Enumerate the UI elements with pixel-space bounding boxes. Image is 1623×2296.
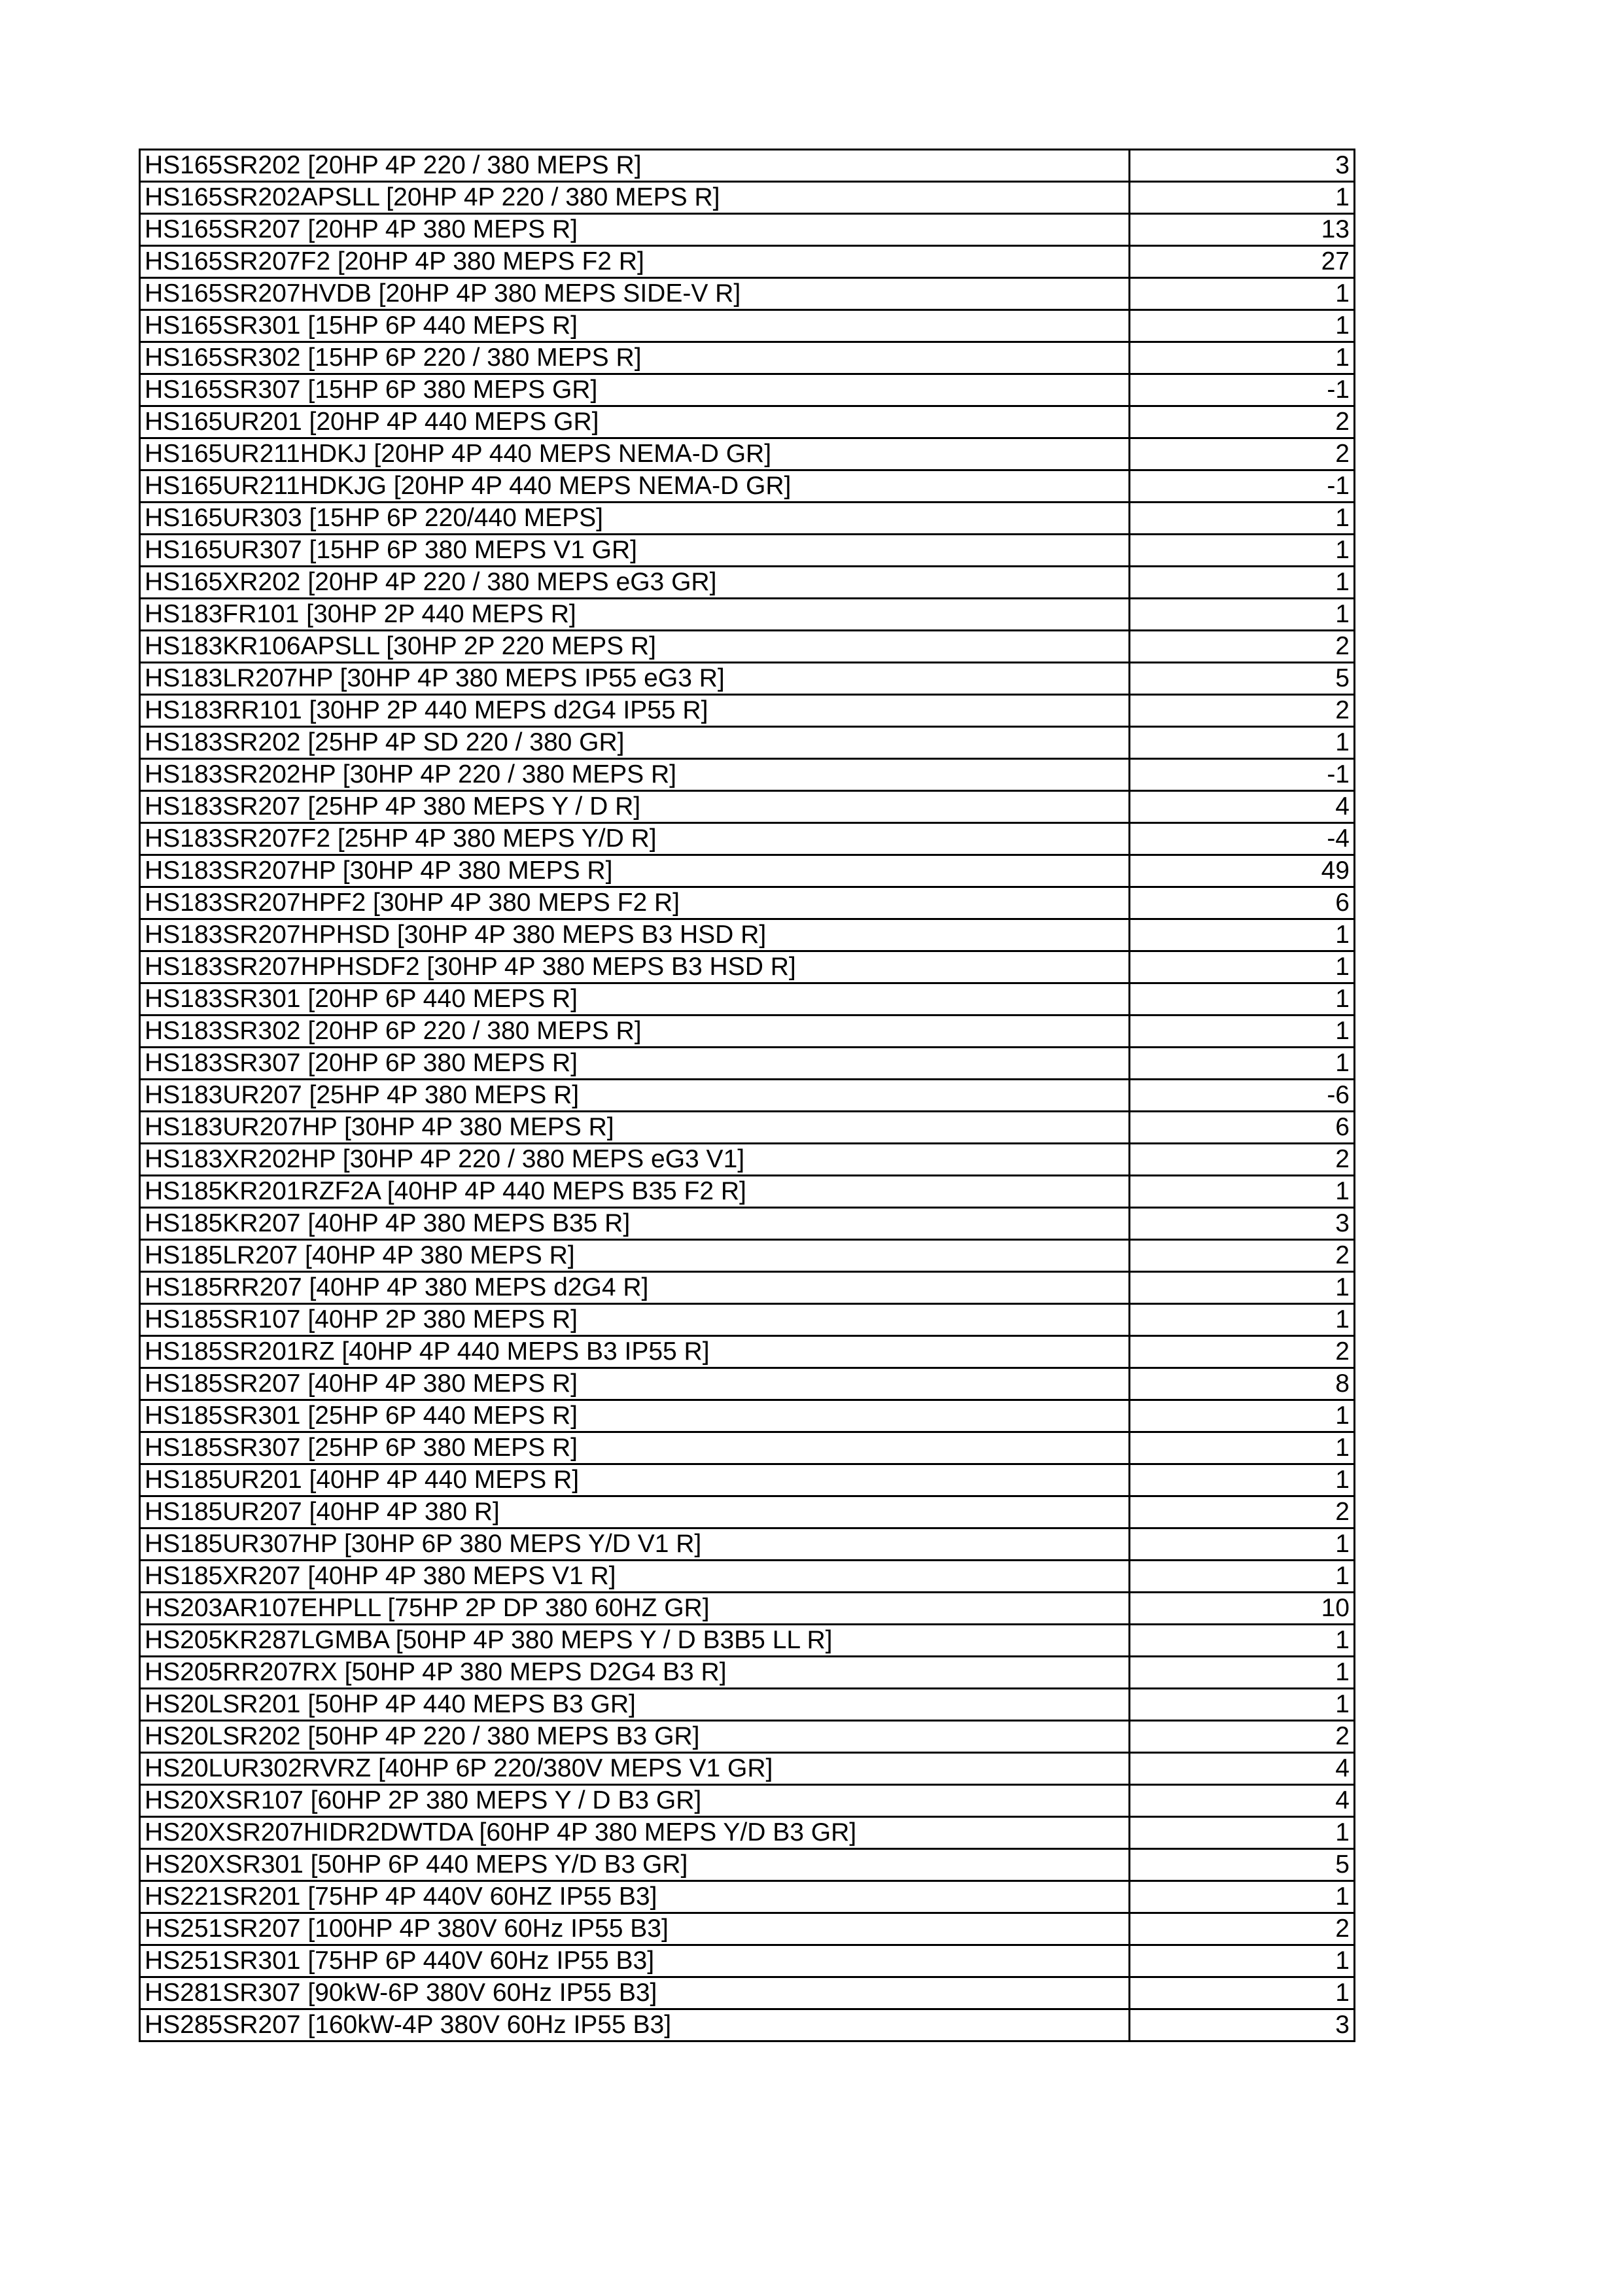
item-description-cell: HS183SR302 [20HP 6P 220 / 380 MEPS R] xyxy=(140,1016,1130,1048)
quantity-cell: 1 xyxy=(1130,535,1355,567)
table-row xyxy=(140,1657,1355,1689)
table-row xyxy=(140,1689,1355,1721)
table-row xyxy=(140,1721,1355,1753)
item-description-cell: HS251SR301 [75HP 6P 440V 60Hz IP55 B3] xyxy=(140,1945,1130,1977)
table-row xyxy=(140,631,1355,663)
quantity-cell: 2 xyxy=(1130,695,1355,727)
table-row xyxy=(140,1176,1355,1208)
quantity-cell: 6 xyxy=(1130,1112,1355,1144)
item-description-cell: HS185KR201RZF2A [40HP 4P 440 MEPS B35 F2 R] xyxy=(140,1176,1130,1208)
quantity-cell: 2 xyxy=(1130,406,1355,438)
quantity-cell: 1 xyxy=(1130,1977,1355,2009)
quantity-cell: -1 xyxy=(1130,374,1355,406)
quantity-cell: 1 xyxy=(1130,567,1355,599)
item-description-cell: HS251SR207 [100HP 4P 380V 60Hz IP55 B3] xyxy=(140,1913,1130,1945)
item-description-cell: HS20XSR207HIDR2DWTDA [60HP 4P 380 MEPS Y/D B3 GR] xyxy=(140,1817,1130,1849)
table-row xyxy=(140,1048,1355,1080)
table-row xyxy=(140,214,1355,246)
table-row xyxy=(140,759,1355,791)
table-row xyxy=(140,823,1355,855)
item-description-cell: HS205KR287LGMBA [50HP 4P 380 MEPS Y / D B3B5 LL R] xyxy=(140,1625,1130,1657)
table-row xyxy=(140,150,1355,182)
quantity-cell: 2 xyxy=(1130,1336,1355,1368)
table-row xyxy=(140,1849,1355,1881)
table-row xyxy=(140,887,1355,919)
item-description-cell: HS183LR207HP [30HP 4P 380 MEPS IP55 eG3 R] xyxy=(140,663,1130,695)
quantity-cell: 1 xyxy=(1130,1625,1355,1657)
table-row xyxy=(140,695,1355,727)
quantity-cell: 2 xyxy=(1130,438,1355,470)
item-description-cell: HS183FR101 [30HP 2P 440 MEPS R] xyxy=(140,599,1130,631)
item-description-cell: HS165XR202 [20HP 4P 220 / 380 MEPS eG3 GR] xyxy=(140,567,1130,599)
quantity-cell: 1 xyxy=(1130,919,1355,951)
quantity-cell: 1 xyxy=(1130,278,1355,310)
table-row xyxy=(140,1080,1355,1112)
table-row xyxy=(140,663,1355,695)
item-description-cell: HS165SR202 [20HP 4P 220 / 380 MEPS R] xyxy=(140,150,1130,182)
item-description-cell: HS183SR207 [25HP 4P 380 MEPS Y / D R] xyxy=(140,791,1130,823)
table-row xyxy=(140,1753,1355,1785)
table-row xyxy=(140,1432,1355,1464)
item-description-cell: HS183RR101 [30HP 2P 440 MEPS d2G4 IP55 R] xyxy=(140,695,1130,727)
item-description-cell: HS165SR207F2 [20HP 4P 380 MEPS F2 R] xyxy=(140,246,1130,278)
table-row xyxy=(140,791,1355,823)
table-row xyxy=(140,406,1355,438)
table-row xyxy=(140,1913,1355,1945)
quantity-cell: 1 xyxy=(1130,1464,1355,1496)
item-description-cell: HS183SR307 [20HP 6P 380 MEPS R] xyxy=(140,1048,1130,1080)
quantity-cell: 1 xyxy=(1130,1272,1355,1304)
quantity-cell: 4 xyxy=(1130,791,1355,823)
quantity-cell: 1 xyxy=(1130,983,1355,1016)
item-description-cell: HS185UR207 [40HP 4P 380 R] xyxy=(140,1496,1130,1528)
table-row xyxy=(140,599,1355,631)
table-row xyxy=(140,1625,1355,1657)
table-row xyxy=(140,951,1355,983)
quantity-cell: -6 xyxy=(1130,1080,1355,1112)
item-description-cell: HS183SR207HP [30HP 4P 380 MEPS R] xyxy=(140,855,1130,887)
item-description-cell: HS285SR207 [160kW-4P 380V 60Hz IP55 B3] xyxy=(140,2009,1130,2041)
table-row xyxy=(140,919,1355,951)
item-description-cell: HS185UR307HP [30HP 6P 380 MEPS Y/D V1 R] xyxy=(140,1528,1130,1561)
table-row xyxy=(140,727,1355,759)
table-row xyxy=(140,1528,1355,1561)
item-description-cell: HS165SR307 [15HP 6P 380 MEPS GR] xyxy=(140,374,1130,406)
quantity-cell: 1 xyxy=(1130,1176,1355,1208)
quantity-cell: -1 xyxy=(1130,470,1355,503)
quantity-cell: 1 xyxy=(1130,310,1355,342)
table-row xyxy=(140,246,1355,278)
item-description-cell: HS185SR201RZ [40HP 4P 440 MEPS B3 IP55 R] xyxy=(140,1336,1130,1368)
item-description-cell: HS183SR202 [25HP 4P SD 220 / 380 GR] xyxy=(140,727,1130,759)
item-description-cell: HS183UR207 [25HP 4P 380 MEPS R] xyxy=(140,1080,1130,1112)
quantity-cell: 1 xyxy=(1130,951,1355,983)
table-row xyxy=(140,983,1355,1016)
table-row xyxy=(140,1272,1355,1304)
item-description-cell: HS221SR201 [75HP 4P 440V 60HZ IP55 B3] xyxy=(140,1881,1130,1913)
item-description-cell: HS185RR207 [40HP 4P 380 MEPS d2G4 R] xyxy=(140,1272,1130,1304)
quantity-cell: 1 xyxy=(1130,1016,1355,1048)
table-row xyxy=(140,278,1355,310)
quantity-cell: -1 xyxy=(1130,759,1355,791)
item-description-cell: HS183SR202HP [30HP 4P 220 / 380 MEPS R] xyxy=(140,759,1130,791)
item-description-cell: HS165SR202APSLL [20HP 4P 220 / 380 MEPS R] xyxy=(140,182,1130,214)
table-row xyxy=(140,1400,1355,1432)
quantity-cell: 49 xyxy=(1130,855,1355,887)
item-description-cell: HS183SR207F2 [25HP 4P 380 MEPS Y/D R] xyxy=(140,823,1130,855)
item-description-cell: HS183UR207HP [30HP 4P 380 MEPS R] xyxy=(140,1112,1130,1144)
table-row xyxy=(140,310,1355,342)
table-row xyxy=(140,1785,1355,1817)
item-description-cell: HS165SR207HVDB [20HP 4P 380 MEPS SIDE-V R] xyxy=(140,278,1130,310)
table-row xyxy=(140,1977,1355,2009)
item-description-cell: HS20XSR301 [50HP 6P 440 MEPS Y/D B3 GR] xyxy=(140,1849,1130,1881)
table-row xyxy=(140,1593,1355,1625)
table-row xyxy=(140,1464,1355,1496)
item-description-cell: HS165SR301 [15HP 6P 440 MEPS R] xyxy=(140,310,1130,342)
table-row xyxy=(140,503,1355,535)
item-description-cell: HS185SR301 [25HP 6P 440 MEPS R] xyxy=(140,1400,1130,1432)
quantity-cell: 13 xyxy=(1130,214,1355,246)
table-row xyxy=(140,1881,1355,1913)
item-description-cell: HS185SR107 [40HP 2P 380 MEPS R] xyxy=(140,1304,1130,1336)
table-row xyxy=(140,1016,1355,1048)
table-row xyxy=(140,1208,1355,1240)
quantity-cell: 2 xyxy=(1130,1913,1355,1945)
item-description-cell: HS165UR211HDKJG [20HP 4P 440 MEPS NEMA-D GR] xyxy=(140,470,1130,503)
item-description-cell: HS165UR201 [20HP 4P 440 MEPS GR] xyxy=(140,406,1130,438)
item-description-cell: HS20LSR201 [50HP 4P 440 MEPS B3 GR] xyxy=(140,1689,1130,1721)
quantity-cell: 1 xyxy=(1130,1561,1355,1593)
item-description-cell: HS205RR207RX [50HP 4P 380 MEPS D2G4 B3 R] xyxy=(140,1657,1130,1689)
item-description-cell: HS165UR307 [15HP 6P 380 MEPS V1 GR] xyxy=(140,535,1130,567)
item-description-cell: HS183SR207HPHSDF2 [30HP 4P 380 MEPS B3 HSD R] xyxy=(140,951,1130,983)
item-description-cell: HS185XR207 [40HP 4P 380 MEPS V1 R] xyxy=(140,1561,1130,1593)
item-description-cell: HS165UR211HDKJ [20HP 4P 440 MEPS NEMA-D GR] xyxy=(140,438,1130,470)
quantity-cell: 1 xyxy=(1130,1528,1355,1561)
item-description-cell: HS185LR207 [40HP 4P 380 MEPS R] xyxy=(140,1240,1130,1272)
quantity-cell: 1 xyxy=(1130,342,1355,374)
table-row xyxy=(140,1561,1355,1593)
table-row xyxy=(140,374,1355,406)
table-row xyxy=(140,1144,1355,1176)
table-row xyxy=(140,1240,1355,1272)
item-description-cell: HS165SR302 [15HP 6P 220 / 380 MEPS R] xyxy=(140,342,1130,374)
table-row xyxy=(140,470,1355,503)
item-description-cell: HS183SR207HPF2 [30HP 4P 380 MEPS F2 R] xyxy=(140,887,1130,919)
table-row xyxy=(140,342,1355,374)
item-description-cell: HS185UR201 [40HP 4P 440 MEPS R] xyxy=(140,1464,1130,1496)
quantity-cell: 27 xyxy=(1130,246,1355,278)
inventory-table xyxy=(139,149,1355,2042)
quantity-cell: 1 xyxy=(1130,182,1355,214)
quantity-cell: 2 xyxy=(1130,1144,1355,1176)
quantity-cell: 1 xyxy=(1130,1945,1355,1977)
item-description-cell: HS203AR107EHPLL [75HP 2P DP 380 60HZ GR] xyxy=(140,1593,1130,1625)
quantity-cell: 1 xyxy=(1130,1048,1355,1080)
item-description-cell: HS165SR207 [20HP 4P 380 MEPS R] xyxy=(140,214,1130,246)
table-row xyxy=(140,535,1355,567)
quantity-cell: 1 xyxy=(1130,1817,1355,1849)
quantity-cell: 2 xyxy=(1130,1240,1355,1272)
table-row xyxy=(140,1945,1355,1977)
quantity-cell: 2 xyxy=(1130,1721,1355,1753)
quantity-cell: 2 xyxy=(1130,631,1355,663)
quantity-cell: 8 xyxy=(1130,1368,1355,1400)
table-row xyxy=(140,1496,1355,1528)
table-row xyxy=(140,1368,1355,1400)
table-row xyxy=(140,438,1355,470)
table-row xyxy=(140,1112,1355,1144)
table-row xyxy=(140,1336,1355,1368)
quantity-cell: -4 xyxy=(1130,823,1355,855)
quantity-cell: 3 xyxy=(1130,2009,1355,2041)
quantity-cell: 1 xyxy=(1130,727,1355,759)
table-row xyxy=(140,567,1355,599)
item-description-cell: HS20LUR302RVRZ [40HP 6P 220/380V MEPS V1 GR] xyxy=(140,1753,1130,1785)
quantity-cell: 1 xyxy=(1130,1304,1355,1336)
quantity-cell: 1 xyxy=(1130,1881,1355,1913)
table-row xyxy=(140,182,1355,214)
item-description-cell: HS20XSR107 [60HP 2P 380 MEPS Y / D B3 GR] xyxy=(140,1785,1130,1817)
item-description-cell: HS165UR303 [15HP 6P 220/440 MEPS] xyxy=(140,503,1130,535)
quantity-cell: 1 xyxy=(1130,1432,1355,1464)
item-description-cell: HS183XR202HP [30HP 4P 220 / 380 MEPS eG3 V1] xyxy=(140,1144,1130,1176)
item-description-cell: HS185SR307 [25HP 6P 380 MEPS R] xyxy=(140,1432,1130,1464)
quantity-cell: 6 xyxy=(1130,887,1355,919)
item-description-cell: HS281SR307 [90kW-6P 380V 60Hz IP55 B3] xyxy=(140,1977,1130,2009)
inventory-table-body xyxy=(140,150,1355,2041)
item-description-cell: HS183KR106APSLL [30HP 2P 220 MEPS R] xyxy=(140,631,1130,663)
quantity-cell: 4 xyxy=(1130,1753,1355,1785)
item-description-cell: HS185KR207 [40HP 4P 380 MEPS B35 R] xyxy=(140,1208,1130,1240)
quantity-cell: 5 xyxy=(1130,1849,1355,1881)
table-row xyxy=(140,1304,1355,1336)
quantity-cell: 1 xyxy=(1130,1400,1355,1432)
item-description-cell: HS183SR301 [20HP 6P 440 MEPS R] xyxy=(140,983,1130,1016)
quantity-cell: 10 xyxy=(1130,1593,1355,1625)
quantity-cell: 1 xyxy=(1130,1657,1355,1689)
quantity-cell: 3 xyxy=(1130,150,1355,182)
quantity-cell: 1 xyxy=(1130,503,1355,535)
quantity-cell: 3 xyxy=(1130,1208,1355,1240)
quantity-cell: 2 xyxy=(1130,1496,1355,1528)
quantity-cell: 4 xyxy=(1130,1785,1355,1817)
item-description-cell: HS185SR207 [40HP 4P 380 MEPS R] xyxy=(140,1368,1130,1400)
table-row xyxy=(140,1817,1355,1849)
table-row xyxy=(140,855,1355,887)
item-description-cell: HS183SR207HPHSD [30HP 4P 380 MEPS B3 HSD R] xyxy=(140,919,1130,951)
item-description-cell: HS20LSR202 [50HP 4P 220 / 380 MEPS B3 GR] xyxy=(140,1721,1130,1753)
quantity-cell: 5 xyxy=(1130,663,1355,695)
quantity-cell: 1 xyxy=(1130,1689,1355,1721)
quantity-cell: 1 xyxy=(1130,599,1355,631)
table-row xyxy=(140,2009,1355,2041)
